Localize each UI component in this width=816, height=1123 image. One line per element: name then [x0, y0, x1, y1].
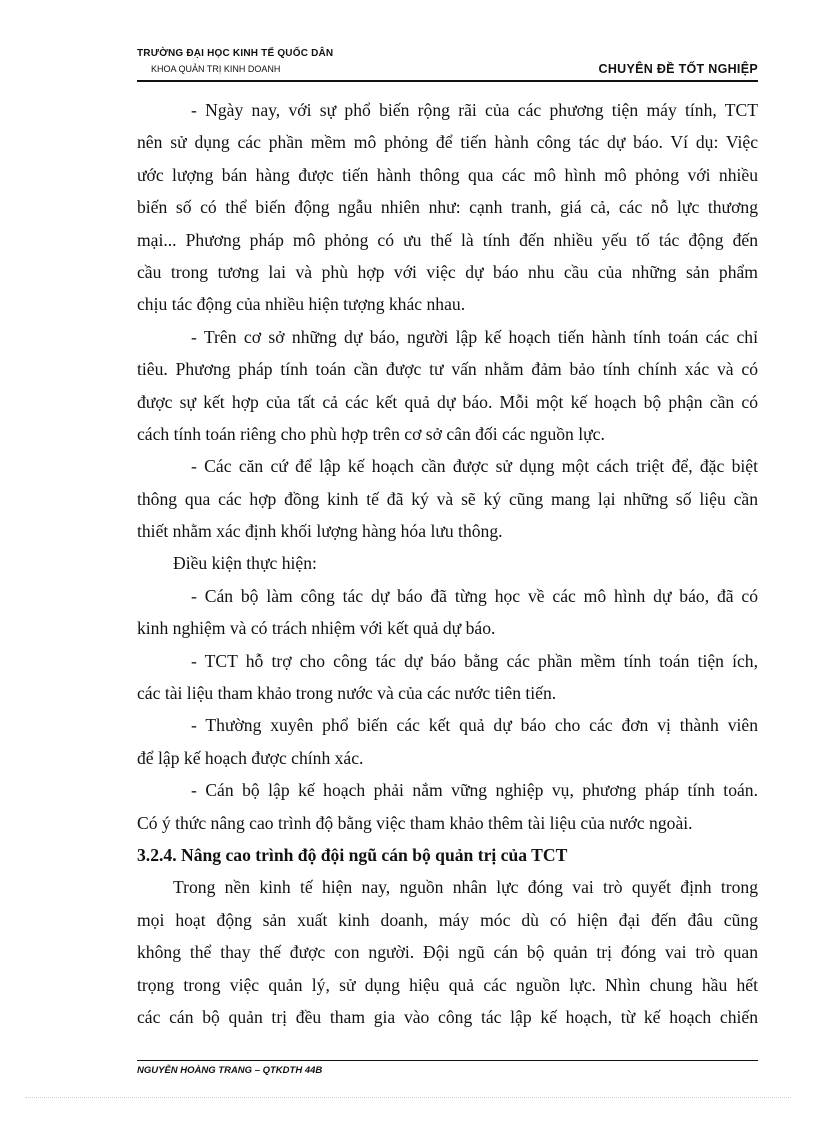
text-line: - Ngày nay, với sự phổ biến rộng rãi của các phương tiện máy tính, TCT [191, 100, 758, 120]
text-line: trọng trong việc quản lý, sử dụng hiệu quả các nguồn lực. Nhìn chung hầu hết [137, 974, 758, 995]
text-line: Trong nền kinh tế hiện nay, nguồn nhân lực đóng vai trò quyết định trong [173, 877, 758, 898]
text-line: mọi hoạt động sản xuất kinh doanh, máy móc dù có hiện đại đến đâu cũng [137, 909, 758, 930]
text-line: cầu trong tương lai và phù hợp với việc dự báo nhu cầu của những sản phẩm [137, 261, 758, 282]
text-line: các cán bộ quản trị đều tham gia vào công tác lập kế hoạch, từ kế hoạch chiến [137, 1006, 758, 1027]
page-footer [137, 1060, 758, 1076]
text-line: không thể thay thế được con người. Đội ngũ cán bộ quản trị đóng vai trò quan [137, 942, 758, 963]
university-name: TRƯỜNG ĐẠI HỌC KINH TẾ QUỐC DÂN [137, 48, 334, 59]
text-line: để lập kế hoạch được chính xác. [137, 747, 364, 768]
page-header [137, 46, 758, 82]
text-line: tiêu. Phương pháp tính toán cần được tư vấn nhằm đảm bảo tính chính xác và có [137, 359, 758, 380]
text-line: - Các căn cứ để lập kế hoạch cần được sử dụng một cách triệt để, đặc biệt [191, 456, 758, 477]
text-line: kinh nghiệm và có trách nhiệm với kết quả dự báo. [137, 618, 496, 639]
document-type: CHUYÊN ĐỀ TỐT NGHIỆP [598, 62, 758, 76]
text-line: - Cán bộ làm công tác dự báo đã từng học về các mô hình dự báo, đã có [191, 585, 758, 606]
text-line: Điều kiện thực hiện: [173, 553, 317, 574]
text-line: các tài liệu tham khảo trong nước và của các nước tiên tiến. [137, 683, 557, 704]
text-line: nên sử dụng các phần mềm mô phỏng để tiến hành công tác dự báo. Ví dụ: Việc [137, 132, 758, 153]
text-line: - Trên cơ sở những dự báo, người lập kế hoạch tiến hành tính toán các chỉ [191, 326, 758, 347]
text-line: thông qua các hợp đồng kinh tế đã ký và sẽ ký cũng mang lại những số liệu cần [137, 488, 758, 509]
page-bottom-edge [25, 1097, 791, 1098]
text-line: Có ý thức nâng cao trình độ bằng việc tham khảo thêm tài liệu của nước ngoài. [137, 812, 693, 833]
footer-author: NGUYỄN HOÀNG TRANG – QTKDTH 44B [137, 1065, 323, 1076]
faculty-name: KHOA QUẢN TRỊ KINH DOANH [151, 64, 281, 74]
text-line: ước lượng bán hàng được tiến hành thông qua các mô hình mô phỏng với nhiều [137, 164, 758, 185]
text-line: được sự kết hợp của tất cả các kết quả dự báo. Mỗi một kế hoạch bộ phận cần có [137, 391, 758, 412]
document-body [137, 94, 758, 1033]
text-line: thiết nhằm xác định khối lượng hàng hóa lưu thông. [137, 521, 503, 542]
text-line: chịu tác động của nhiều hiện tượng khác nhau. [137, 294, 466, 315]
text-line: biến số có thể biến động ngẫu nhiên như: cạnh tranh, giá cả, các nỗ lực thương [137, 197, 758, 218]
text-line: mại... Phương pháp mô phỏng có ưu thế là tính đến nhiều yếu tố tác động đến [137, 229, 758, 250]
section-heading: 3.2.4. Nâng cao trình độ đội ngũ cán bộ quản trị của TCT [137, 844, 568, 865]
text-line: - Cán bộ lập kế hoạch phải nắm vững nghiệp vụ, phương pháp tính toán. [191, 780, 758, 801]
text-line: cách tính toán riêng cho phù hợp trên cơ sở cân đối các nguồn lực. [137, 423, 605, 444]
text-line: - TCT hỗ trợ cho công tác dự báo bằng các phần mềm tính toán tiện ích, [191, 650, 758, 671]
text-line: - Thường xuyên phổ biến các kết quả dự báo cho các đơn vị thành viên [191, 715, 758, 736]
